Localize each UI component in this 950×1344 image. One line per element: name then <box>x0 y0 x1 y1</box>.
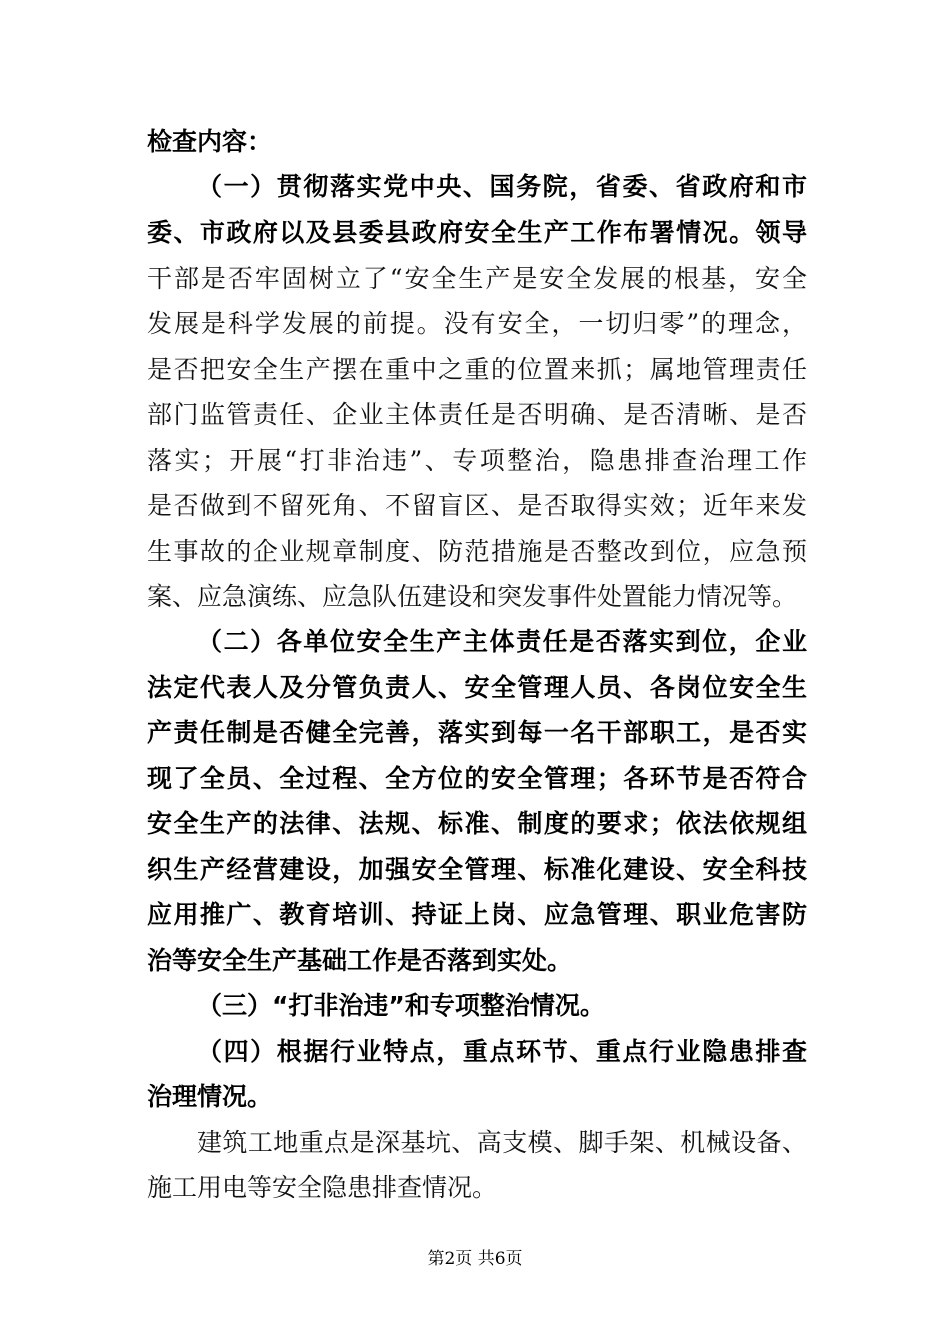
paragraph-2-line-3: 产责任制是否健全完善，落实到每一名干部职工，是否实 <box>147 718 807 747</box>
paragraph-1-body-line-6: 是否做到不留死角、不留盲区、是否取得实效；近年来发 <box>147 491 807 520</box>
section-heading: 检查内容： <box>147 127 273 156</box>
paragraph-1-body-line-1: 干部是否牢固树立了“安全生产是安全发展的根基，安全 <box>147 264 807 293</box>
paragraph-1-line-1: （一）贯彻落实党中央、国务院，省委、省政府和市 <box>197 172 807 201</box>
paragraph-2-line-6: 织生产经营建设，加强安全管理、标准化建设、安全科技 <box>147 855 807 884</box>
paragraph-1-body-line-3: 是否把安全生产摆在重中之重的位置来抓；属地管理责任 <box>147 355 807 384</box>
paragraph-2-line-1: （二）各单位安全生产主体责任是否落实到位，企业 <box>197 627 807 656</box>
paragraph-2-line-5: 安全生产的法律、法规、标准、制度的要求；依法依规组 <box>147 809 807 838</box>
paragraph-1-body-line-7: 生事故的企业规章制度、防范措施是否整改到位，应急预 <box>147 537 807 566</box>
paragraph-2-line-2: 法定代表人及分管负责人、安全管理人员、各岗位安全生 <box>147 673 807 702</box>
paragraph-5-line-2: 施工用电等安全隐患排查情况。 <box>147 1173 498 1202</box>
paragraph-2-line-4: 现了全员、全过程、全方位的安全管理；各环节是否符合 <box>147 764 807 793</box>
paragraph-1-body-line-5: 落实；开展“打非治违”、专项整治，隐患排查治理工作 <box>147 446 807 475</box>
paragraph-1-body-line-2: 发展是科学发展的前提。没有安全，一切归零”的理念， <box>147 309 807 338</box>
paragraph-2-line-8: 治等安全生产基础工作是否落到实处。 <box>147 946 573 975</box>
paragraph-1-body-line-4: 部门监管责任、企业主体责任是否明确、是否清晰、是否 <box>147 400 807 429</box>
paragraph-1-body-line-8: 案、应急演练、应急队伍建设和突发事件处置能力情况等。 <box>147 582 798 611</box>
page-footer: 第2页 共6页 <box>427 1249 523 1269</box>
paragraph-2-line-7: 应用推广、教育培训、持证上岗、应急管理、职业危害防 <box>147 900 807 929</box>
paragraph-4-line-2: 治理情况。 <box>147 1082 273 1111</box>
paragraph-4-line-1: （四）根据行业特点，重点环节、重点行业隐患排查 <box>197 1037 807 1066</box>
paragraph-5-line-1: 建筑工地重点是深基坑、高支模、脚手架、机械设备、 <box>197 1128 807 1157</box>
paragraph-3-line-1: （三）“打非治违”和专项整治情况。 <box>197 991 605 1020</box>
paragraph-1-line-2: 委、市政府以及县委县政府安全生产工作布署情况。领导 <box>147 218 807 247</box>
